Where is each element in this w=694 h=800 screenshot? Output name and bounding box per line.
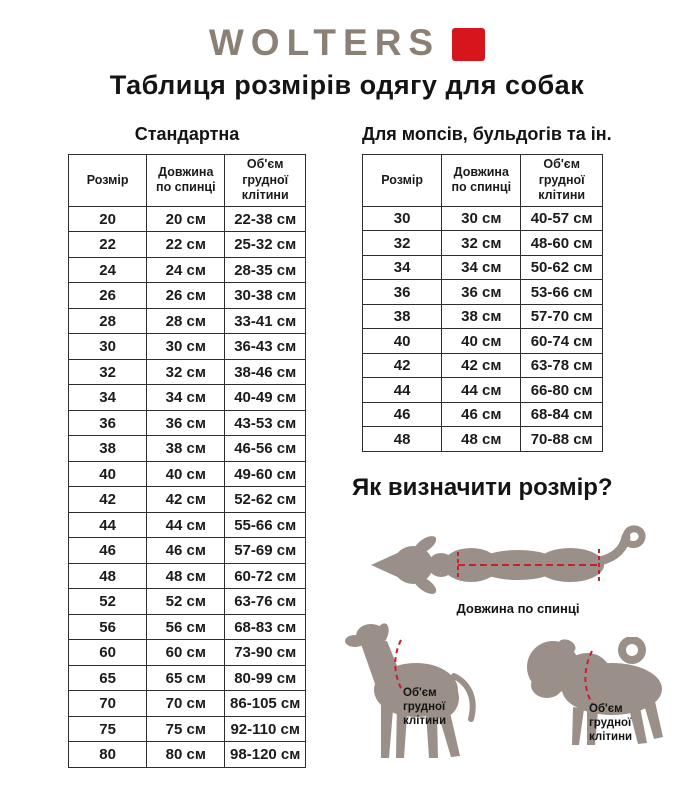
table-cell: 46 см [147, 538, 225, 564]
table-cell: 32 [363, 231, 442, 256]
table-row [69, 257, 306, 283]
table-row [69, 334, 306, 360]
table-cell: 46 [69, 538, 147, 564]
pugs-table-title: Для мопсів, бульдогів та ін. [362, 124, 612, 144]
pugs-size-table [362, 154, 603, 452]
table-row [363, 206, 603, 231]
table-cell: 42 см [442, 353, 521, 378]
table-cell: 48 [363, 427, 442, 452]
table-row [363, 427, 603, 452]
pugs-size-section [362, 124, 612, 452]
table-cell: 38 см [442, 304, 521, 329]
table-cell: 34 см [147, 385, 225, 411]
table-row [69, 563, 306, 589]
table-cell: 70 [69, 691, 147, 717]
table-cell: 75 см [147, 716, 225, 742]
table-cell: 50-62 см [521, 255, 603, 280]
table-cell: 34 см [442, 255, 521, 280]
table-cell: 20 см [147, 206, 225, 232]
table-cell: 52-62 см [225, 487, 306, 513]
table-cell: 60 [69, 640, 147, 666]
table-cell: 80 см [147, 742, 225, 768]
table-cell: 32 см [442, 231, 521, 256]
table-cell: 40 см [147, 461, 225, 487]
table-cell: 24 см [147, 257, 225, 283]
table-row [363, 353, 603, 378]
table-cell: 30-38 см [225, 283, 306, 309]
table-cell: 38 см [147, 436, 225, 462]
table-cell: 70-88 см [521, 427, 603, 452]
table-cell: 30 [69, 334, 147, 360]
column-header: Об'єм грудної клітини [225, 155, 306, 207]
chest-label-line: Об'єм [589, 703, 623, 715]
table-cell: 52 [69, 589, 147, 615]
table-cell: 40-49 см [225, 385, 306, 411]
table-row [69, 206, 306, 232]
table-cell: 36-43 см [225, 334, 306, 360]
table-cell: 24 [69, 257, 147, 283]
table-cell: 42 [69, 487, 147, 513]
table-row [69, 589, 306, 615]
standard-table-header-row [69, 155, 306, 207]
table-row [69, 410, 306, 436]
table-cell: 30 [363, 206, 442, 231]
chest-label-line: грудної [589, 717, 632, 729]
table-cell: 56 см [147, 614, 225, 640]
table-cell: 75 [69, 716, 147, 742]
table-cell: 36 см [442, 280, 521, 305]
table-cell: 44 см [147, 512, 225, 538]
table-cell: 80 [69, 742, 147, 768]
chest-label-line: грудної [403, 701, 446, 713]
table-row [69, 614, 306, 640]
table-cell: 49-60 см [225, 461, 306, 487]
table-cell: 48-60 см [521, 231, 603, 256]
table-cell: 44 [363, 378, 442, 403]
table-cell: 68-84 см [521, 402, 603, 427]
pugs-table-body [363, 206, 603, 451]
page-title: Таблиця розмірів одягу для собак [109, 70, 585, 100]
table-row [363, 402, 603, 427]
table-cell: 38 [363, 304, 442, 329]
table-cell: 38 [69, 436, 147, 462]
table-cell: 48 см [147, 563, 225, 589]
table-cell: 60 см [147, 640, 225, 666]
table-cell: 98-120 см [225, 742, 306, 768]
table-row [69, 461, 306, 487]
chest-volume-label [589, 702, 632, 744]
table-cell: 32 [69, 359, 147, 385]
table-row [363, 255, 603, 280]
brand-logo-red-square-icon [452, 28, 485, 61]
table-cell: 34 [69, 385, 147, 411]
table-row [69, 665, 306, 691]
column-header: Об'єм грудної клітини [521, 155, 603, 207]
table-cell: 40-57 см [521, 206, 603, 231]
table-cell: 92-110 см [225, 716, 306, 742]
column-header: Довжина по спинці [147, 155, 225, 207]
table-cell: 57-70 см [521, 304, 603, 329]
table-row [69, 487, 306, 513]
chest-label-line: клітини [589, 731, 633, 743]
table-cell: 46 [363, 402, 442, 427]
table-cell: 40 см [442, 329, 521, 354]
table-row [69, 436, 306, 462]
table-row [363, 304, 603, 329]
table-cell: 42 см [147, 487, 225, 513]
standard-size-table [68, 154, 306, 768]
table-row [69, 691, 306, 717]
table-cell: 46 см [442, 402, 521, 427]
pugs-table-header-row [363, 155, 603, 207]
table-cell: 48 [69, 563, 147, 589]
table-cell: 46-56 см [225, 436, 306, 462]
table-cell: 63-76 см [225, 589, 306, 615]
table-cell: 60-72 см [225, 563, 306, 589]
back-length-label: Довжина по спинці [456, 601, 580, 616]
table-cell: 52 см [147, 589, 225, 615]
table-cell: 28 [69, 308, 147, 334]
table-cell: 86-105 см [225, 691, 306, 717]
table-cell: 25-32 см [225, 232, 306, 258]
table-cell: 57-69 см [225, 538, 306, 564]
table-cell: 63-78 см [521, 353, 603, 378]
table-cell: 65 [69, 665, 147, 691]
brand-logo-text: WOLTERS [208, 22, 441, 63]
table-cell: 20 [69, 206, 147, 232]
brand-logo [0, 22, 694, 64]
table-row [69, 742, 306, 768]
table-cell: 73-90 см [225, 640, 306, 666]
table-cell: 53-66 см [521, 280, 603, 305]
table-row [69, 716, 306, 742]
table-cell: 22 см [147, 232, 225, 258]
chest-label-line: Об'єм [403, 687, 437, 699]
table-cell: 70 см [147, 691, 225, 717]
table-cell: 42 [363, 353, 442, 378]
table-cell: 36 [363, 280, 442, 305]
table-cell: 36 [69, 410, 147, 436]
table-cell: 22-38 см [225, 206, 306, 232]
table-cell: 40 [363, 329, 442, 354]
table-cell: 36 см [147, 410, 225, 436]
table-row [69, 359, 306, 385]
table-row [69, 232, 306, 258]
table-cell: 68-83 см [225, 614, 306, 640]
standard-table-title: Стандартна [134, 124, 240, 144]
table-row [69, 538, 306, 564]
table-cell: 43-53 см [225, 410, 306, 436]
table-row [69, 283, 306, 309]
table-cell: 32 см [147, 359, 225, 385]
table-row [363, 280, 603, 305]
dog-top-view-silhouette-icon [368, 524, 668, 606]
table-cell: 22 [69, 232, 147, 258]
standard-table-body [69, 206, 306, 767]
table-cell: 44 [69, 512, 147, 538]
chest-label-line: клітини [403, 715, 447, 727]
column-header: Довжина по спинці [442, 155, 521, 207]
table-cell: 44 см [442, 378, 521, 403]
chest-volume-label [403, 686, 446, 728]
table-row [363, 329, 603, 354]
table-cell: 30 см [147, 334, 225, 360]
table-cell: 40 [69, 461, 147, 487]
table-cell: 26 [69, 283, 147, 309]
table-cell: 28-35 см [225, 257, 306, 283]
table-cell: 48 см [442, 427, 521, 452]
table-cell: 28 см [147, 308, 225, 334]
table-cell: 56 [69, 614, 147, 640]
table-row [69, 512, 306, 538]
table-row [69, 640, 306, 666]
table-row [69, 308, 306, 334]
how-to-title: Як визначити розмір? [352, 474, 613, 501]
column-header: Розмір [69, 155, 147, 207]
column-header: Розмір [363, 155, 442, 207]
table-row [69, 385, 306, 411]
table-cell: 38-46 см [225, 359, 306, 385]
standard-size-section [68, 124, 306, 768]
table-row [363, 231, 603, 256]
table-cell: 80-99 см [225, 665, 306, 691]
table-cell: 26 см [147, 283, 225, 309]
table-cell: 34 [363, 255, 442, 280]
table-row [363, 378, 603, 403]
table-cell: 66-80 см [521, 378, 603, 403]
table-cell: 33-41 см [225, 308, 306, 334]
table-cell: 55-66 см [225, 512, 306, 538]
table-cell: 65 см [147, 665, 225, 691]
table-cell: 60-74 см [521, 329, 603, 354]
table-cell: 30 см [442, 206, 521, 231]
